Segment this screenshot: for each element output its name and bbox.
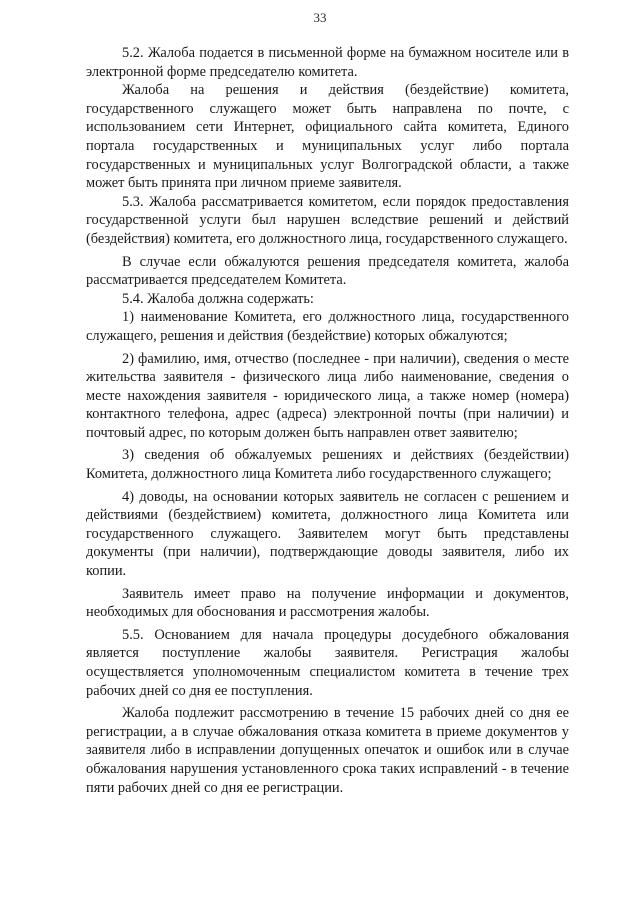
paragraph-5-2: 5.2. Жалоба подается в письменной форме на бумажном носителе или в электронной форме председателю комитета. bbox=[86, 45, 569, 80]
list-item-4: 4) доводы, на основании которых заявитель не согласен с решением и действиями (бездействием) комитета, должностного лица Комитета или государственного служащего. Заявителем могут быть представлены документы (при наличии), подтверждающие доводы заявителя, либо их копии. bbox=[86, 488, 569, 580]
page-number: 33 bbox=[313, 10, 327, 25]
paragraph-complaint-channels: Жалоба на решения и действия (бездействие) комитета, государственного служащего может быть направлена по почте, с использованием сети Интернет, официального сайта комитета, Единого портала государственных и муниципальных услуг либо портала государственных и муниципальных услуг Волгоградской области, а также может быть принята при личном приеме заявителя. bbox=[86, 82, 569, 192]
paragraph-chairman-decisions: В случае если обжалуются решения председателя комитета, жалоба рассматривается председателем Комитета. bbox=[86, 253, 569, 289]
paragraph-5-3: 5.3. Жалоба рассматривается комитетом, если порядок предоставления государственной услуги был нарушен вследствие решений и действий (бездействия) комитета, его должностного лица, государственного служащего. bbox=[86, 193, 569, 247]
list-item-3: 3) сведения об обжалуемых решениях и действиях (бездействии) Комитета, должностного лица Комитета либо государственного служащего; bbox=[86, 447, 569, 483]
list-item-1: 1) наименование Комитета, его должностного лица, государственного служащего, решения и действия (бездействие) которых обжалуются; bbox=[86, 309, 569, 344]
list-item-2: 2) фамилию, имя, отчество (последнее - при наличии), сведения о месте жительства заявителя - физического лица либо наименование, сведения о месте нахождения заявителя - юридического лица, а также номер (номера) контактного телефона, адрес (адреса) электронной почты (при наличии) и почтовый адрес, по которым должен быть направлен ответ заявителю; bbox=[86, 350, 569, 441]
document-body bbox=[86, 44, 569, 797]
paragraph-5-5: 5.5. Основанием для начала процедуры досудебного обжалования является поступление жалобы заявителя. Регистрация жалобы осуществляется уполномоченным специалистом комитета в течение трех рабочих дней со дня ее поступления. bbox=[86, 626, 569, 699]
paragraph-5-4: 5.4. Жалоба должна содержать: bbox=[122, 290, 314, 307]
paragraph-applicant-rights: Заявитель имеет право на получение информации и документов, необходимых для обоснования и рассмотрения жалобы. bbox=[86, 585, 569, 621]
paragraph-review-period: Жалоба подлежит рассмотрению в течение 15 рабочих дней со дня ее регистрации, а в случае обжалования отказа комитета в приеме документов у заявителя либо в исправлении допущенных опечаток и ошибок или в случае обжалования нарушения установленного срока таких исправлений - в течение пяти рабочих дней со дня ее регистрации. bbox=[86, 705, 569, 796]
